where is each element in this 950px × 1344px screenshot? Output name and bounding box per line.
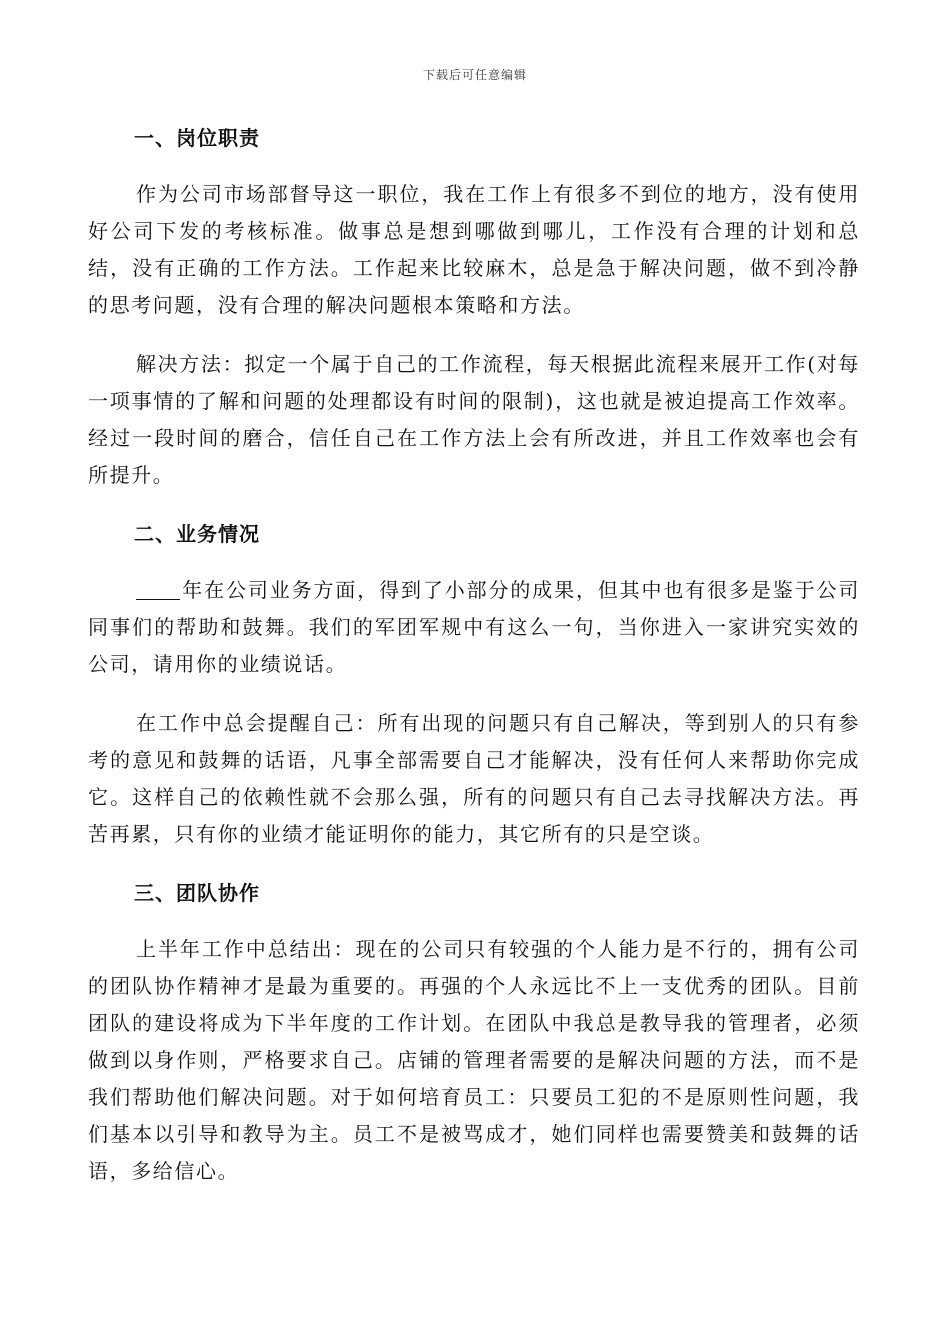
paragraph: 上半年工作中总结出：现在的公司只有较强的个人能力是不行的，拥有公司的团队协作精神才是最为重要的。再强的个人永远比不上一支优秀的团队。目前团队的建设将成为下半年度的工作计划。在团队中我总是教导我的管理者，必须做到以身作则，严格要求自己。店铺的管理者需要的是解决问题的方法，而不是我们帮助他们解决问题。对于如何培育员工：只要员工犯的不是原则性问题，我们基本以引导和教导为主。员工不是被骂成才，她们同样也需要赞美和鼓舞的话语，多给信心。	[88, 937, 860, 1183]
section-heading: 二、业务情况	[134, 522, 260, 546]
section-team-cooperation	[88, 875, 860, 1190]
section-job-duties	[88, 120, 860, 494]
section-heading: 三、团队协作	[134, 881, 260, 905]
paragraph: 在工作中总会提醒自己：所有出现的问题只有自己解决，等到别人的只有参考的意见和鼓舞的话语，凡事全部需要自己才能解决，没有任何人来帮助你完成它。这样自己的依赖性就不会那么强，所有的问题只有自己去寻找解决方法。再苦再累，只有你的业绩才能证明你的能力，其它所有的只是空谈。	[88, 711, 860, 846]
paragraph-text: 年在公司业务方面，得到了小部分的成果，但其中也有很多是鉴于公司同事们的帮助和鼓舞。我们的军团军规中有这么一句，当你进入一家讲究实效的公司，请用你的业绩说话。	[88, 578, 860, 676]
fill-in-blank	[136, 579, 180, 600]
paragraph: 作为公司市场部督导这一职位，我在工作上有很多不到位的地方，没有使用好公司下发的考核标准。做事总是想到哪做到哪儿，工作没有合理的计划和总结，没有正确的工作方法。工作起来比较麻木，总是急于解决问题，做不到冷静的思考问题，没有合理的解决问题根本策略和方法。	[88, 182, 860, 317]
section-business-situation	[88, 516, 860, 853]
paragraph: 解决方法：拟定一个属于自己的工作流程，每天根据此流程来展开工作(对每一项事情的了解和问题的处理都设有时间的限制)，这也就是被迫提高工作效率。经过一段时间的磨合，信任自己在工作方法上会有所改进，并且工作效率也会有所提升。	[88, 352, 860, 487]
section-heading: 一、岗位职责	[134, 126, 260, 150]
paragraph-with-blank	[88, 572, 860, 683]
header-note: 下载后可任意编辑	[422, 68, 527, 82]
document-body	[88, 120, 860, 1190]
